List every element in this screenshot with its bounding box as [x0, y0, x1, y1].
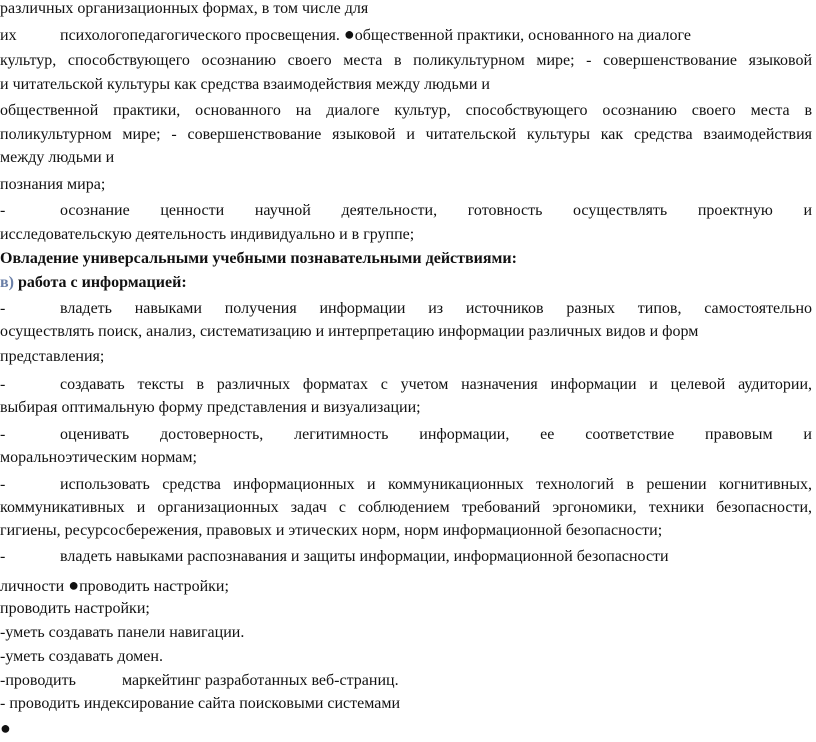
heading-text: работа с информацией: [17, 274, 187, 291]
heading-text: Овладение универсальными учебными познавательными действиями: [0, 250, 517, 267]
bullet-icon: ● [68, 575, 80, 595]
line-text: представления; [0, 348, 105, 365]
line-text: коммуникативных и организационных задач с соблюдением требований эргономики, техники безопасности, [0, 499, 812, 516]
text-line [0, 423, 812, 447]
line-text: проводить настройки; [0, 600, 150, 617]
text-line [0, 22, 812, 46]
list-dash: - [0, 376, 6, 393]
line-text: познания мира; [0, 176, 106, 193]
line-text: -уметь создавать домен. [0, 648, 163, 665]
line-text: маркейтинг разработанных веб-страниц. [122, 672, 399, 689]
text-line [0, 597, 812, 621]
text-line [0, 345, 812, 369]
line-text: исследовательскую деятельность индивидуально и в группе; [0, 226, 415, 243]
text-line [0, 545, 812, 569]
line-text: осуществлять поиск, анализ, систематизацию и интерпретацию информации различных видов и форм [0, 323, 699, 340]
list-dash: - [0, 476, 6, 493]
text-line [0, 573, 812, 597]
list-dash: - [0, 548, 6, 565]
line-text: использовать средства информационных и коммуникационных технологий в решении когнитивных, [60, 476, 812, 493]
section-heading [0, 247, 812, 271]
text-line [0, 645, 812, 669]
text-line [0, 669, 812, 693]
text-line [0, 446, 812, 470]
line-text: осознание ценности научной деятельности, готовность осуществлять проектную и [60, 202, 812, 219]
text-line [0, 173, 812, 197]
line-text: - проводить индексирование сайта поисковыми системами [0, 695, 401, 712]
text-line [0, 716, 812, 740]
bullet-icon: ● [0, 718, 11, 738]
text-line [0, 373, 812, 397]
line-text: владеть навыками распознавания и защиты информации, информационной безопасности [60, 548, 669, 565]
text-line [0, 320, 812, 344]
text-line [0, 496, 812, 520]
line-text: -проводить [0, 672, 76, 689]
list-dash: - [0, 202, 6, 219]
bullet-icon: ● [343, 24, 355, 44]
text-line [0, 49, 812, 73]
text-line [0, 123, 812, 147]
line-text: их [0, 27, 17, 44]
line-text: гигиены, ресурсосбережения, правовых и этических норм, норм информационной безопасности; [0, 522, 663, 539]
text-line [0, 99, 812, 123]
text-line [0, 146, 812, 170]
line-text: общественной практики, основанного на диалоге [354, 27, 691, 44]
line-text: оценивать достоверность, легитимность информации, ее соответствие правовым и [60, 426, 812, 443]
line-text: и читательской культуры как средства взаимодействия между людьми и [0, 76, 490, 93]
line-text: культур, способствующего осознанию своего места в поликультурном мире; - совершенствование языковой [0, 52, 812, 69]
line-text: моральноэтическим нормам; [0, 449, 197, 466]
text-line [0, 473, 812, 497]
list-dash: - [0, 426, 6, 443]
subsection-letter: в) [0, 274, 14, 291]
text-line [0, 621, 812, 645]
text-line [0, 199, 812, 223]
line-text: выбирая оптимальную форму представления и визуализации; [0, 399, 421, 416]
text-line [0, 223, 812, 247]
text-line [0, 297, 812, 321]
line-text: поликультурном мире; - совершенствование языковой и читательской культуры как средства взаимодействия [0, 126, 812, 143]
text-line [0, 0, 812, 21]
text-line [0, 692, 812, 716]
line-text: -уметь создавать панели навигации. [0, 624, 245, 641]
line-text: психологопедагогического просвещения. [60, 27, 340, 44]
text-line [0, 73, 812, 97]
line-text: между людьми и [0, 149, 115, 166]
line-text: создавать тексты в различных форматах с учетом назначения информации и целевой аудитории, [60, 376, 812, 393]
list-dash: - [0, 300, 6, 317]
line-text: различных организационных формах, в том числе для [0, 0, 369, 17]
line-text: личности [0, 578, 65, 595]
line-text: общественной практики, основанного на диалоге культур, способствующего осознанию своего места в [0, 102, 812, 119]
line-text: проводить настройки; [79, 578, 229, 595]
line-text: владеть навыками получения информации из источников разных типов, самостоятельно [60, 300, 812, 317]
text-line [0, 519, 812, 543]
subsection-heading [0, 271, 812, 295]
text-line [0, 396, 812, 420]
